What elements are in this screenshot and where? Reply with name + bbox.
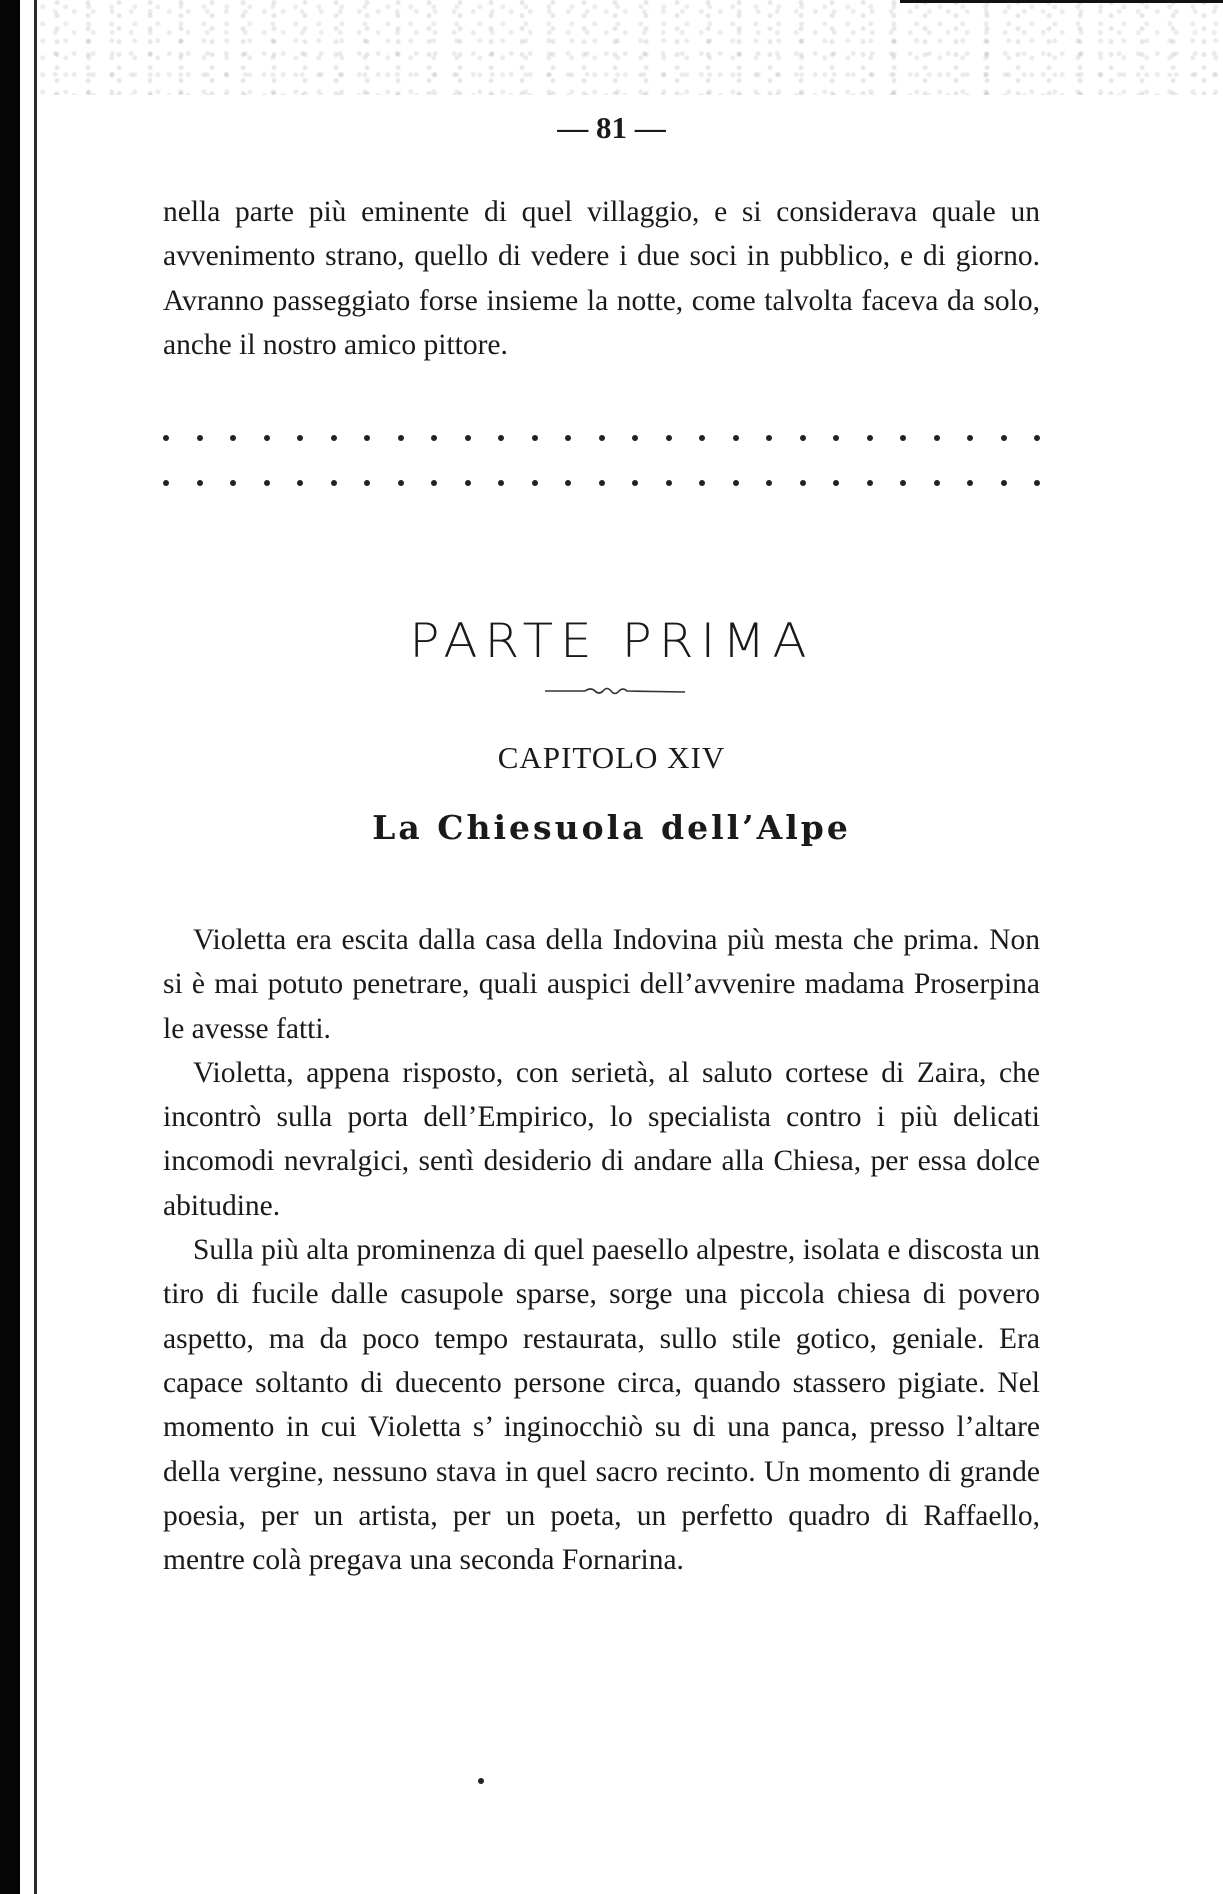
chapter-heading: CAPITOLO XIV <box>497 740 726 775</box>
ellipsis-dot <box>431 480 437 486</box>
ellipsis-dot <box>1034 435 1040 441</box>
ellipsis-dot <box>197 435 203 441</box>
paragraph: nella parte più eminente di quel villaggio, e si considerava quale un avvenimento strano, quello di vedere i due soci in pubblico, e di giorno. Avranno passeggiato forse insieme la notte, come talvolta faceva da solo, anche il nostro amico pittore. <box>163 196 1040 361</box>
paragraph: Violetta era escita dalla casa della Indovina più mesta che prima. Non si è mai potuto penetrare, quali auspici dell’avvenire madama Proserpina le avesse fatti. <box>163 924 1040 1045</box>
ellipsis-dot <box>632 435 638 441</box>
ellipsis-dot <box>833 480 839 486</box>
ellipsis-dot <box>800 435 806 441</box>
ellipsis-dot <box>498 480 504 486</box>
scan-top-line <box>900 0 1223 3</box>
ellipsis-dot <box>264 480 270 486</box>
ellipsis-dot <box>599 480 605 486</box>
ellipsis-dot <box>398 480 404 486</box>
chapter-body <box>163 918 1040 1582</box>
ellipsis-dot <box>364 480 370 486</box>
ellipsis-dot <box>163 480 169 486</box>
ellipsis-dot <box>766 435 772 441</box>
scan-noise <box>40 0 1223 95</box>
ellipsis-dot <box>532 435 538 441</box>
ellipsis-dot <box>331 480 337 486</box>
ellipsis-dot <box>833 435 839 441</box>
continued-text <box>163 190 1040 367</box>
ellipsis-dot <box>967 480 973 486</box>
ellipsis-dot <box>331 435 337 441</box>
ellipsis-dot <box>666 435 672 441</box>
ellipsis-dot <box>699 480 705 486</box>
ellipsis-dot <box>766 480 772 486</box>
ellipsis-dot <box>297 480 303 486</box>
ellipsis-dot <box>733 435 739 441</box>
ellipsis-dot <box>230 480 236 486</box>
ellipsis-dot <box>867 435 873 441</box>
ellipsis-dot <box>1001 480 1007 486</box>
ellipsis-dot <box>465 435 471 441</box>
ellipsis-dot <box>565 480 571 486</box>
ellipsis-dot <box>197 480 203 486</box>
ellipsis-dot <box>599 435 605 441</box>
ellipsis-dot <box>431 435 437 441</box>
ellipsis-dot <box>364 435 370 441</box>
page-number: — 81 — <box>557 110 666 145</box>
paragraph: Violetta, appena risposto, con serietà, al saluto cortese di Zaira, che incontrò sulla porta dell’Empirico, lo specialista contro i più delicati incomodi nevralgici, sentì desiderio di andare alla Chiesa, per essa dolce abitudine. <box>163 1056 1040 1222</box>
ellipsis-dot <box>264 435 270 441</box>
ellipsis-dot <box>565 435 571 441</box>
ellipsis-dot <box>733 480 739 486</box>
ellipsis-dot <box>498 435 504 441</box>
ellipsis-dot <box>699 435 705 441</box>
scan-edge-line <box>34 0 37 1894</box>
part-title: PARTE PRIMA <box>409 613 814 669</box>
ellipsis-dot <box>800 480 806 486</box>
ellipsis-dot <box>900 435 906 441</box>
scan-edge-bar <box>0 0 20 1894</box>
ellipsis-dot <box>967 435 973 441</box>
flourish-ornament <box>545 683 685 699</box>
ellipsis-dot <box>934 480 940 486</box>
ellipsis-dot <box>163 435 169 441</box>
ellipsis-dot <box>900 480 906 486</box>
ellipsis-dot <box>867 480 873 486</box>
ellipsis-dot <box>666 480 672 486</box>
ellipsis-dot <box>297 435 303 441</box>
scan-edge-gap <box>20 0 30 1894</box>
paragraph: Sulla più alta prominenza di quel paesello alpestre, isolata e discosta un tiro di fucile dalle casupole sparse, sorge una piccola chiesa di povero aspetto, ma da poco tempo restaurata, sullo stile gotico, geniale. Era capace soltanto di duecento persone circa, quando stassero pigiate. Nel momento in cui Violetta s’ inginocchiò su di una panca, presso l’altare della vergine, nessuno stava in quel sacro recinto. Un momento di grande poesia, per un artista, per un poeta, un perfetto quadro di Raffaello, mentre colà pregava una seconda Fornarina. <box>163 1234 1040 1577</box>
ellipsis-dot <box>532 480 538 486</box>
ellipsis-dot <box>934 435 940 441</box>
ellipsis-dot <box>465 480 471 486</box>
stray-mark <box>478 1778 484 1784</box>
ellipsis-dot <box>1001 435 1007 441</box>
ellipsis-dot <box>230 435 236 441</box>
ellipsis-dot <box>398 435 404 441</box>
ellipsis-dot <box>1034 480 1040 486</box>
ellipsis-row-1 <box>163 423 1040 453</box>
chapter-subtitle: La Chiesuola dell’Alpe <box>372 808 851 847</box>
ellipsis-row-2 <box>163 468 1040 498</box>
ellipsis-dot <box>632 480 638 486</box>
